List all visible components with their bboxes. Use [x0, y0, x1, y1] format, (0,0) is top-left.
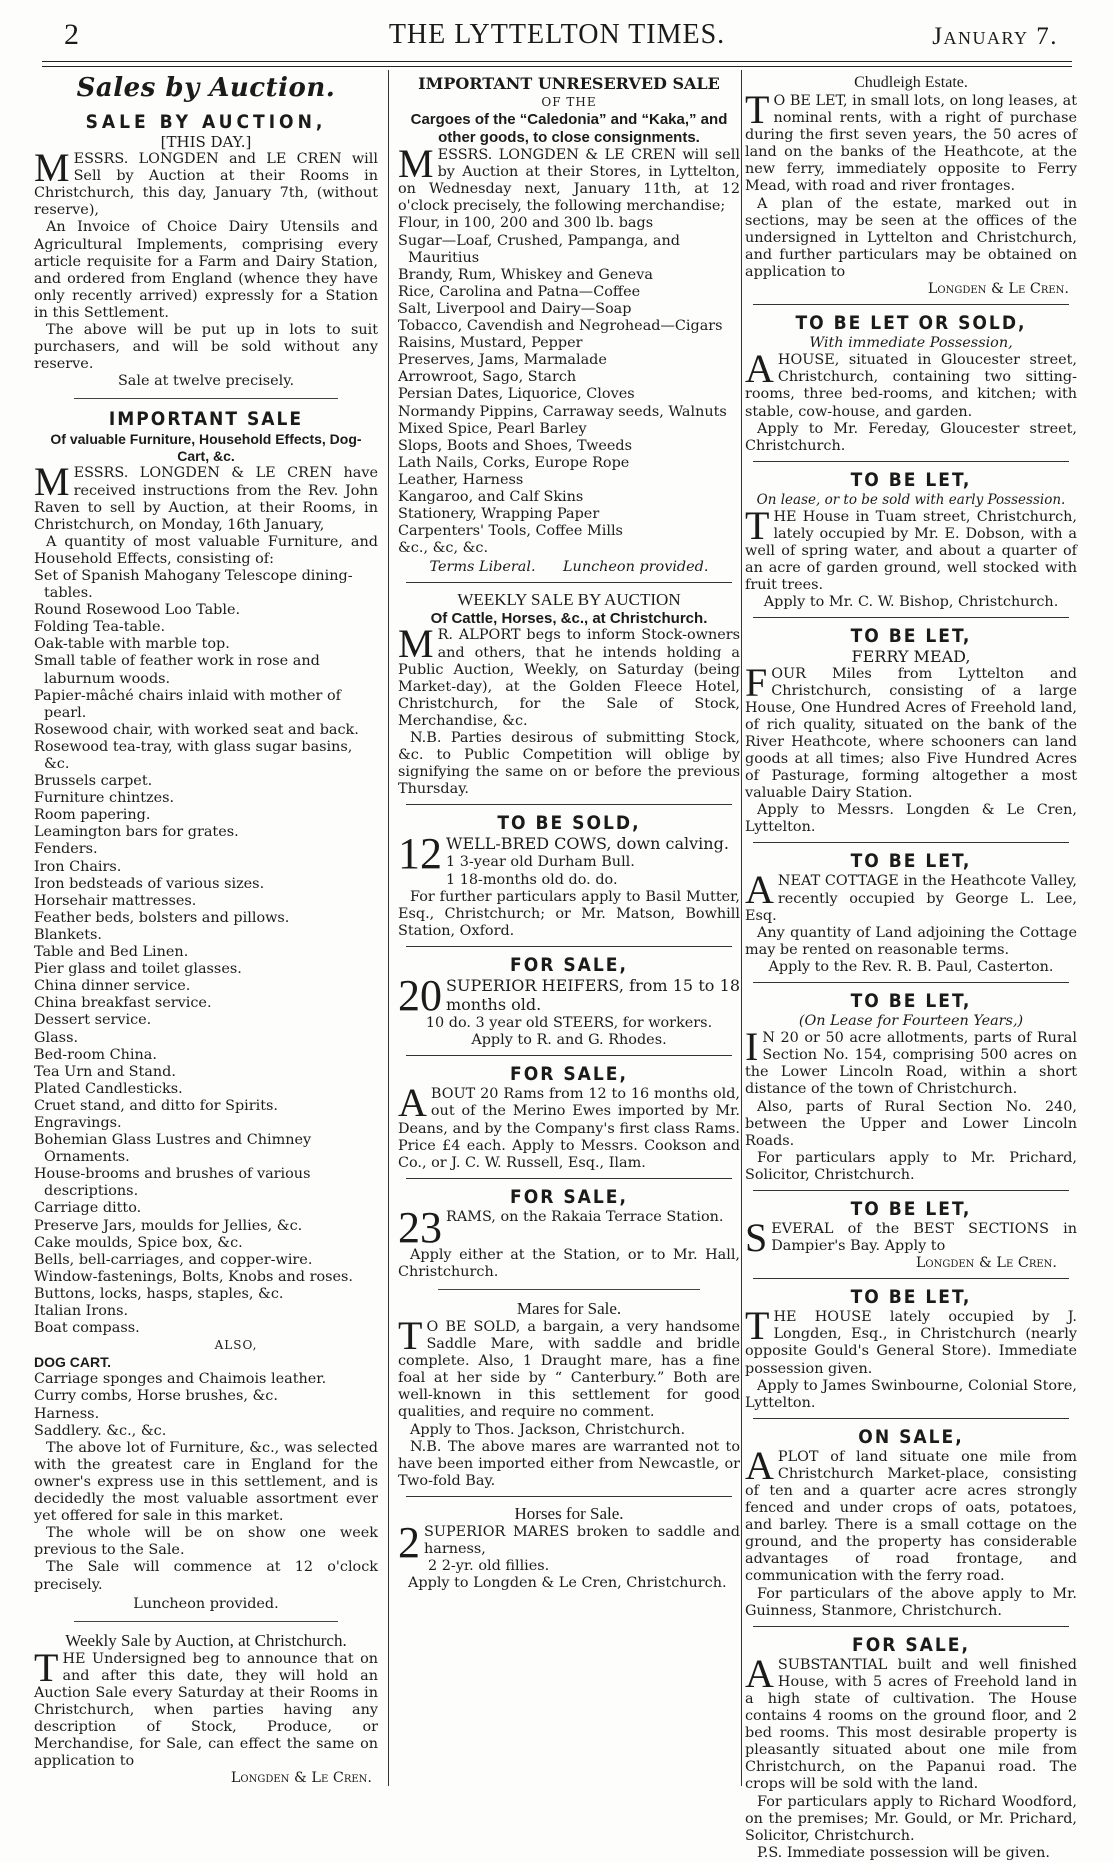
advert-body: O BE LET, in small lots, on long leases, at nominal rents, with a right of purchase during the first seven years, the 50 acres of land on the banks of the Heathcote, at the new ferry, immediately opposite to Ferry Mead, with road and river frontages.: [745, 93, 1077, 195]
advert-title: TO BE LET,: [850, 850, 972, 873]
advert-papanui-house: [745, 1633, 1077, 1862]
column-3: [745, 72, 1077, 1861]
advert-body: ESSRS. LONGDEN and LE CREN will Sell by Auction at their Rooms in Christchurch, this day, January 7th, (without reserve),: [34, 151, 378, 219]
list-item: Feather beds, bolsters and pillows.: [34, 909, 290, 926]
advert-note: Luncheon provided.: [133, 1595, 279, 1612]
advert-body: Apply to Mr. Fereday, Gloucester street, Christchurch.: [745, 420, 1077, 454]
also-label: ALSO,: [214, 1338, 258, 1353]
advert-body: PLOT of land situate one mile from Christchurch Market-place, consisting of ten and a quarter acre acres strongly fenced and under crops of oats, potatoes, and barley. There is a small cottage on the ground, and the property has considerable advantages of road frontage, and communication with the ferry road.: [745, 1448, 1077, 1585]
advert-title: TO BE LET,: [850, 468, 972, 491]
advert-weekly-sale: [34, 1630, 378, 1788]
advert-rams: [398, 1062, 740, 1171]
advert-body: HE House in Tuam street, Christchurch, lately occupied by Mr. E. Dobson, with a well of spring water, and about a quarter of an acre of garden ground, well stocked with fruit trees.: [745, 508, 1077, 594]
list-item: Tea Urn and Stand.: [34, 1063, 176, 1080]
terms-text: Terms Liberal.: [429, 559, 536, 576]
advert-title: TO BE LET,: [850, 1286, 972, 1309]
drop-cap: A: [745, 867, 774, 913]
advert-plot-of-land: [745, 1425, 1077, 1620]
advert-line: Apply to Longden & Le Cren, Christchurch.: [408, 1575, 727, 1592]
divider: [753, 617, 1069, 618]
advert-heathcote-cottage: [745, 849, 1077, 976]
drop-cap: S: [745, 1214, 768, 1260]
advert-subtitle: Of valuable Furniture, Household Effects, Dog-Cart, &c.: [50, 431, 362, 465]
drop-cap: M: [34, 459, 70, 505]
list-item: Preserves, Jams, Marmalade: [398, 352, 607, 369]
advert-title: Horses for Sale.: [514, 1503, 624, 1523]
list-item: Mixed Spice, Pearl Barley: [398, 420, 587, 437]
list-item: Leamington bars for grates.: [34, 824, 239, 841]
list-item: Iron Chairs.: [34, 858, 122, 875]
masthead: [42, 18, 1072, 62]
divider: [406, 1496, 732, 1497]
advert-body: For further particulars apply to Basil Mutter, Esq., Christchurch; or Mr. Matson, Bowhill Station, Oxford.: [398, 888, 740, 939]
advert-subtitle: With immediate Possession,: [809, 335, 1013, 352]
divider: [753, 982, 1069, 983]
drop-cap: T: [34, 1644, 59, 1690]
advert-line: Apply to the Rev. R. B. Paul, Casterton.: [768, 958, 1054, 975]
advert-line: Apply to R. and G. Rhodes.: [471, 1032, 667, 1049]
advert-title: TO BE LET,: [850, 625, 972, 648]
advert-body: For particulars apply to Richard Woodford, on the premises; Mr. Gould, or Mr. Prichard, Solicitor, Christchurch.: [745, 1793, 1077, 1844]
advert-chudleigh: [745, 72, 1077, 298]
list-item: Round Rosewood Loo Table.: [34, 602, 241, 619]
advert-title: Chudleigh Estate.: [854, 74, 968, 91]
drop-cap: M: [398, 141, 434, 187]
advert-body: For particulars apply to Mr. Prichard, Solicitor, Christchurch.: [745, 1149, 1077, 1183]
list-item: Table and Bed Linen.: [34, 944, 189, 961]
advert-cattle-auction: [398, 589, 740, 798]
list-item: Rice, Carolina and Patna—Coffee: [398, 283, 641, 300]
drop-cap: M: [34, 145, 70, 191]
issue-date: January 7.: [932, 23, 1058, 50]
list-item: Arrowroot, Sago, Starch: [398, 369, 577, 386]
advert-title: TO BE LET,: [850, 990, 972, 1013]
advert-body: SUPERIOR MARES broken to saddle and harness,: [424, 1523, 740, 1557]
list-item: China breakfast service.: [34, 995, 212, 1012]
masthead-rule: [42, 66, 1072, 67]
lot-number: 2: [398, 1517, 420, 1567]
divider: [406, 946, 732, 947]
list-item: Rosewood tea-tray, with glass sugar basins, &c.: [34, 738, 353, 772]
list-item: Lath Nails, Corks, Europe Rope: [398, 454, 630, 471]
advert-body: N 20 or 50 acre allotments, parts of Rural Section No. 154, comprising 500 acres on the Lower Lincoln Road, within a short distance of the town of Christchurch.: [745, 1030, 1077, 1098]
drop-cap: T: [398, 1312, 423, 1358]
newspaper-title: THE LYTTELTON TIMES.: [388, 19, 726, 50]
page-number: 2: [64, 18, 79, 51]
list-item: Sugar—Loaf, Crushed, Pampanga, and Mauritius: [398, 232, 680, 266]
list-item: Engravings.: [34, 1114, 122, 1131]
advert-body: RAMS, on the Rakaia Terrace Station.: [446, 1208, 724, 1225]
divider: [753, 842, 1069, 843]
advert-line: 1 18-months old do. do.: [446, 871, 618, 888]
list-item: Preserve Jars, moulds for Jellies, &c.: [34, 1217, 303, 1234]
advert-body: SUBSTANTIAL built and well finished House, with 5 acres of Freehold land in a high state of cultivation. The House contains 4 rooms on the ground floor, and 2 bed rooms. This most desirable property is pleasantly situated about one mile from Christchurch, on the Papanui road. The crops will be sold with the land.: [745, 1656, 1077, 1793]
list-item: Oak-table with marble top.: [34, 636, 230, 653]
advert-title: WEEKLY SALE BY AUCTION: [457, 590, 681, 610]
advert-title: SALE BY AUCTION,: [85, 111, 327, 133]
lot-number: 23: [398, 1202, 442, 1252]
list-item: Flour, in 100, 200 and 300 lb. bags: [398, 215, 654, 232]
luncheon-text: Luncheon provided.: [563, 559, 709, 576]
divider: [753, 1626, 1069, 1627]
list-item: Dessert service.: [34, 1012, 152, 1029]
advert-ferry-mead: [745, 624, 1077, 836]
column-2: [398, 72, 740, 1786]
furniture-list: [34, 568, 378, 1337]
advert-line: Apply to Mr. C. W. Bishop, Christchurch.: [763, 594, 1059, 611]
advert-body: NEAT COTTAGE in the Heathcote Valley, recently occupied by George L. Lee, Esq.: [745, 873, 1077, 924]
advert-body: For particulars of the above apply to Mr. Guinness, Stanmore, Christchurch.: [745, 1585, 1077, 1619]
list-item: Raisins, Mustard, Pepper: [398, 335, 583, 352]
drop-cap: I: [745, 1024, 759, 1070]
advert-body: HE Undersigned beg to announce that on and after this date, they will hold an Auction Sale every Saturday at their Rooms in Christchurch, when parties having any description of Stock, Produce, or Merchandise, for Sale, can effect the same on application to: [34, 1650, 378, 1770]
advert-cows: [398, 811, 740, 940]
advert-body: ESSRS. LONGDEN & LE CREN have received instructions from the Rev. John Raven to sell by Auction, at their Rooms, in Christchurch, on Monday, 16th January,: [34, 465, 378, 533]
advert-longden-house: [745, 1285, 1077, 1412]
list-item: Fenders.: [34, 841, 98, 858]
list-item: Normandy Pippins, Carraway seeds, Walnuts: [398, 403, 727, 420]
list-item: Kangaroo, and Calf Skins: [398, 488, 584, 505]
drop-cap: A: [745, 1650, 774, 1696]
list-item: Leather, Harness: [398, 471, 524, 488]
list-item: Salt, Liverpool and Dairy—Soap: [398, 300, 632, 317]
advert-line: 1 3-year old Durham Bull.: [446, 854, 635, 871]
list-item: Cruet stand, and ditto for Spirits.: [34, 1097, 279, 1114]
dog-cart-heading: DOG CART.: [34, 1354, 111, 1371]
list-item: Pier glass and toilet glasses.: [34, 961, 242, 978]
list-item: Papier-mâché chairs inlaid with mother of pearl.: [34, 687, 341, 721]
list-item: Room papering.: [34, 807, 151, 824]
list-item: Furniture chintzes.: [34, 790, 175, 807]
divider: [406, 1178, 732, 1179]
list-item: Carpenters' Tools, Coffee Mills: [398, 523, 623, 540]
advert-body: The Sale will commence at 12 o'clock precisely.: [34, 1559, 378, 1593]
advert-important-sale: [34, 407, 378, 1612]
advert-body: OUR Miles from Lyttelton and Christchurch, consisting of a large House, One Hundred Acres of Freehold land, of rich quality, situated on the bank of the River Heathcote, where schooners can land goods at all times; also Five Hundred Acres of Pasturage, forming altogether a most valuable Dairy Station.: [745, 665, 1077, 802]
advert-horses: [398, 1503, 740, 1592]
advert-dampiers-bay: [745, 1197, 1077, 1272]
drop-cap: A: [745, 346, 774, 392]
column-rule-1: [388, 70, 389, 1786]
advert-body: A plan of the estate, marked out in sections, may be seen at the offices of the undersigned in Lyttelton and Christchurch, and further particulars may be obtained on application to: [745, 195, 1077, 280]
advert-title: ON SALE,: [858, 1425, 964, 1448]
saddlery-list: [34, 1371, 378, 1439]
drop-cap: M: [398, 621, 434, 667]
advert-subtitle: Of Cattle, Horses, &c., at Christchurch.: [430, 610, 708, 628]
advert-body: A quantity of most valuable Furniture, and Household Effects, consisting of:: [34, 533, 378, 567]
advert-body: R. ALPORT begs to inform Stock-owners and others, that he intends holding a Public Auction, Weekly, on Saturday (being Market-day), at the Golden Fleece Hotel, Christchurch, for the Sale of Stock, Merchandise, &c.: [398, 627, 740, 729]
advert-gloucester-house: [745, 311, 1077, 455]
advert-body: ESSRS. LONGDEN & LE CREN will sell by Auction at their Stores, in Lyttelton, on Wednesday next, January 11th, at 12 o'clock precisely, the following merchandise;: [398, 147, 740, 215]
advert-title: IMPORTANT UNRESERVED SALE: [418, 74, 720, 93]
list-item: Small table of feather work in rose and laburnum woods.: [34, 653, 320, 687]
divider: [438, 1289, 700, 1290]
divider: [753, 1278, 1069, 1279]
divider: [74, 1621, 338, 1622]
advert-body: Apply to Messrs. Longden & Le Cren, Lyttelton.: [745, 802, 1077, 836]
drop-cap: A: [745, 1442, 774, 1488]
advert-body: BOUT 20 Rams from 12 to 16 months old, out of the Merino Ewes imported by Mr. Deans, and by the Company's first class Rams. Price £4 each. Apply to Messrs. Cookson and Co., or J. C. W. Russell, Esq., Ilam.: [398, 1086, 740, 1171]
advert-body: Also, parts of Rural Section No. 240, between the Upper and Lower Lincoln Roads.: [745, 1098, 1077, 1149]
advert-title: Mares for Sale.: [516, 1298, 622, 1318]
divider: [753, 1190, 1069, 1191]
advert-title: TO BE LET OR SOLD,: [795, 312, 1027, 335]
list-item: Cake moulds, Spice box, &c.: [34, 1234, 243, 1251]
drop-cap: A: [398, 1080, 427, 1126]
divider: [753, 1418, 1069, 1419]
divider: [406, 582, 732, 583]
list-item: Italian Irons.: [34, 1303, 129, 1319]
advert-title: FOR SALE,: [510, 953, 628, 976]
list-item: Glass.: [34, 1029, 79, 1046]
advert-title: Weekly Sale by Auction, at Christchurch.: [65, 1630, 347, 1650]
advert-note: Sale at twelve precisely.: [117, 373, 295, 390]
advert-body: WELL-BRED COWS, down calving.: [446, 834, 729, 854]
list-item: Bells, bell-carriages, and copper-wire.: [34, 1251, 313, 1268]
list-item: China dinner service.: [34, 978, 191, 995]
advert-body: An Invoice of Choice Dairy Utensils and Agricultural Implements, comprising every article requisite for a Farm and Dairy Station, and ordered from England (whence they have only recently arrived) expressly for a Station in this Settlement.: [34, 219, 378, 321]
advert-terms-line: [398, 559, 740, 576]
lot-number: 20: [398, 970, 442, 1020]
divider: [406, 804, 732, 805]
advert-body: SUPERIOR HEIFERS, from 15 to 18 months old.: [446, 975, 740, 1015]
advert-lincoln-road: [745, 989, 1077, 1184]
advert-subtitle: Cargoes of the “Caledonia” and “Kaka,” and other goods, to close consignments.: [410, 111, 728, 147]
advert-subtitle: FERRY MEAD,: [851, 647, 971, 667]
advert-title: TO BE SOLD,: [497, 812, 641, 835]
advert-signature: Longden & Le Cren.: [927, 281, 1069, 298]
advert-body: P.S. Immediate possession will be given.: [757, 1844, 1050, 1861]
list-item: Carriage ditto.: [34, 1200, 142, 1217]
advert-body: The whole will be on show one week previous to the Sale.: [34, 1525, 378, 1559]
list-item: Set of Spanish Mahogany Telescope dining-tables.: [34, 567, 353, 602]
list-item: Persian Dates, Liquorice, Cloves: [398, 386, 635, 403]
advert-signature: Longden & Le Cren.: [230, 1770, 372, 1787]
list-item: Iron bedsteads of various sizes.: [34, 875, 265, 892]
advert-unreserved-sale: [398, 74, 740, 576]
drop-cap: F: [745, 659, 768, 705]
merchandise-list: [398, 215, 740, 557]
advert-line: 2 2-yr. old fillies.: [428, 1558, 550, 1575]
advert-subtitle: (On Lease for Fourteen Years,): [798, 1013, 1024, 1030]
list-item: Boat compass.: [34, 1320, 140, 1337]
column-rule-2: [741, 70, 742, 1786]
advert-subtitle: On lease, or to be sold with early Possession.: [756, 491, 1066, 508]
advert-subtitle: [THIS DAY.]: [160, 133, 252, 151]
list-item: Horsehair mattresses.: [34, 892, 197, 909]
advert-title: IMPORTANT SALE: [108, 408, 304, 431]
advert-body: The above will be put up in lots to suit purchasers, and will be sold without any reserve.: [34, 322, 378, 373]
list-item: Saddlery. &c., &c.: [34, 1422, 167, 1439]
list-item: Buttons, locks, hasps, staples, &c.: [34, 1285, 284, 1302]
advert-mares: [398, 1298, 740, 1490]
list-item: Slops, Boots and Shoes, Tweeds: [398, 437, 633, 454]
advert-body: Apply to Thos. Jackson, Christchurch.: [410, 1421, 686, 1438]
list-item: Brandy, Rum, Whiskey and Geneva: [398, 266, 653, 283]
column-1: [34, 72, 378, 1786]
advert-title: FOR SALE,: [852, 1633, 970, 1656]
list-item: Rosewood chair, with worked seat and back.: [34, 721, 359, 738]
advert-body: N.B. The above mares are warranted not to have been imported either from Newcastle, or Two-fold Bay.: [398, 1438, 740, 1489]
advert-body: N.B. Parties desirous of submitting Stock, &c. to Public Competition will oblige by signifying the same on or before the previous Thursday.: [398, 730, 740, 798]
advert-tuam-street: [745, 468, 1077, 612]
advert-heifers: [398, 953, 740, 1049]
advert-body: Apply either at the Station, or to Mr. Hall, Christchurch.: [398, 1246, 740, 1280]
list-item: Stationery, Wrapping Paper: [398, 506, 600, 523]
list-item: Folding Tea-table.: [34, 619, 166, 636]
list-item: Curry combs, Horse brushes, &c.: [34, 1388, 278, 1405]
section-heading: Sales by Auction.: [76, 73, 336, 103]
advert-body: HOUSE, situated in Gloucester street, Christchurch, containing two sitting-rooms, three bed-rooms, and kitchen; with stable, cow-house, and garden.: [745, 352, 1077, 420]
list-item: Harness.: [34, 1405, 100, 1422]
advert-of: OF THE: [541, 95, 597, 109]
advert-body: Apply to James Swinbourne, Colonial Store, Lyttelton.: [745, 1377, 1077, 1411]
list-item: Tobacco, Cavendish and Negrohead—Cigars: [398, 318, 723, 335]
advert-body: HE HOUSE lately occupied by J. Longden, Esq., in Christchurch (nearly opposite Gould's General Store). Immediate possession given.: [745, 1309, 1077, 1377]
divider: [406, 1055, 732, 1056]
divider: [753, 461, 1069, 462]
advert-rakaia-rams: [398, 1185, 740, 1281]
advert-line: 10 do. 3 year old STEERS, for workers.: [425, 1015, 713, 1032]
divider: [753, 304, 1069, 305]
drop-cap: T: [745, 1303, 770, 1349]
advert-title: TO BE LET,: [850, 1197, 972, 1220]
advert-body: O BE SOLD, a bargain, a very handsome Saddle Mare, with saddle and bridle complete. Also, 1 Draught mare, has a fine foal at her side by “ Canterbury.” Both are well-known in this settlement for good qualities, and require no comment.: [398, 1318, 740, 1421]
list-item: Bed-room China.: [34, 1046, 157, 1063]
list-item: Bohemian Glass Lustres and Chimney Ornaments.: [34, 1132, 312, 1166]
advert-body: The above lot of Furniture, &c., was selected with the greatest care in England for the owner's express use in this settlement, and is decidedly the most valuable assortment ever yet offered for sale in this market.: [34, 1439, 378, 1525]
drop-cap: T: [745, 87, 770, 132]
advert-title: FOR SALE,: [510, 1063, 628, 1086]
advert-sale-this-day: [34, 110, 378, 390]
list-item: &c., &c, &c.: [398, 540, 489, 557]
divider: [74, 398, 338, 399]
advert-body: Any quantity of Land adjoining the Cottage may be rented on reasonable terms.: [745, 924, 1077, 958]
lot-number: 12: [398, 829, 442, 879]
list-item: House-brooms and brushes of various descriptions.: [34, 1166, 311, 1200]
list-item: Window-fastenings, Bolts, Knobs and roses.: [34, 1268, 353, 1285]
list-item: Brussels carpet.: [34, 773, 153, 790]
list-item: Blankets.: [34, 926, 103, 943]
advert-signature: Longden & Le Cren.: [915, 1255, 1057, 1272]
drop-cap: T: [745, 502, 770, 548]
advert-body: EVERAL of the BEST SECTIONS in Dampier's Bay. Apply to: [771, 1220, 1077, 1255]
list-item: Plated Candlesticks.: [34, 1080, 183, 1097]
advert-title: FOR SALE,: [510, 1185, 628, 1208]
list-item: Carriage sponges and Chaimois leather.: [34, 1371, 327, 1388]
